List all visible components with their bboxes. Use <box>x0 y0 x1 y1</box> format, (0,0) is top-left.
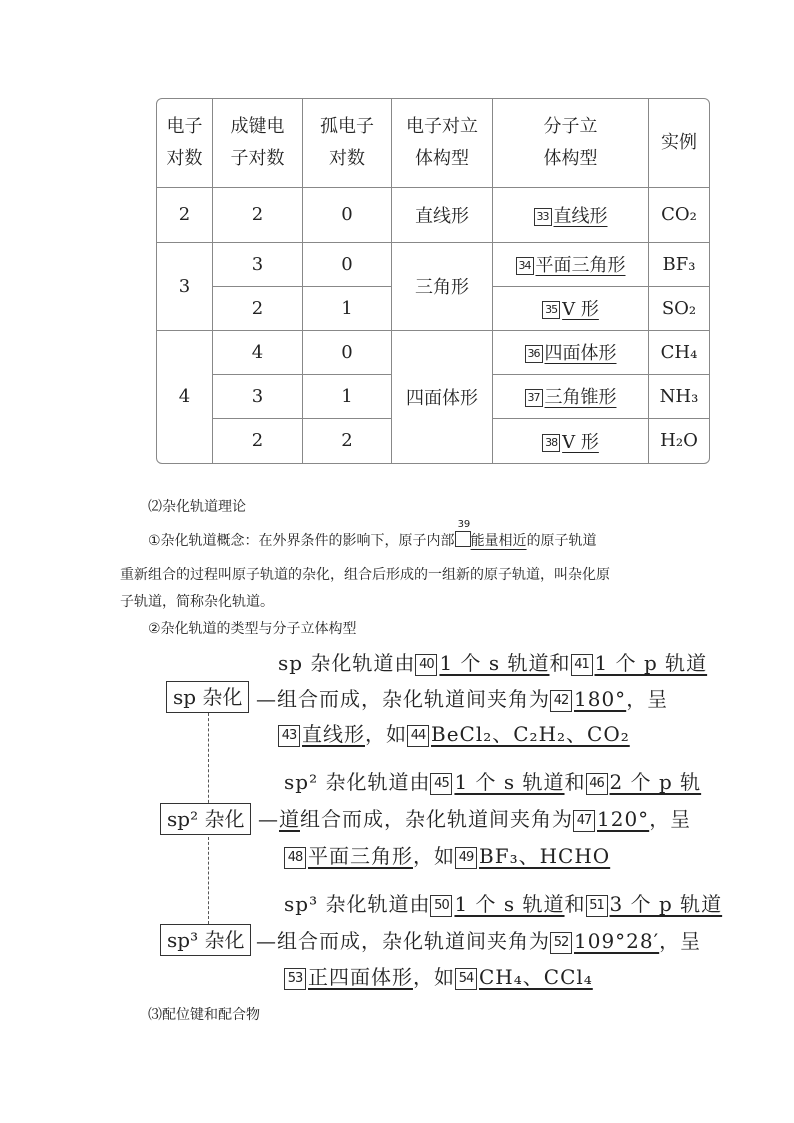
cell: 0 <box>303 330 392 374</box>
cell: 2 <box>213 286 303 330</box>
sp3-line-1: sp³ 杂化轨道由 50 1 个 s 轨道和 51 3 个 p 轨道 <box>284 892 723 916</box>
cell: 2 <box>213 418 303 463</box>
cell: 2 <box>157 187 213 242</box>
header-cell: 分子立 体构型 <box>493 99 649 187</box>
answer-39: 39 能量相近 <box>455 533 527 549</box>
cell: 4 <box>213 330 303 374</box>
cell: 3 <box>213 374 303 418</box>
sp2-line-3: 48 平面三角形，如 49 BF₃、HCHO <box>284 840 610 869</box>
text: ①杂化轨道概念：在外界条件的影响下，原子内部 <box>148 533 455 549</box>
sp-line-1: sp 杂化轨道由 40 1 个 s 轨道和 41 1 个 p 轨道 <box>278 651 708 675</box>
table-row <box>157 330 709 374</box>
section3-title: ⑶配位键和配合物 <box>148 1007 260 1023</box>
connector-line <box>208 832 209 924</box>
cell: 35 V 形 <box>493 286 649 330</box>
sp-label-box: sp 杂化 <box>166 681 249 713</box>
types-title: ②杂化轨道的类型与分子立体构型 <box>148 621 357 637</box>
sp-line-3: 43 直线形，如 44 BeCl₂、C₂H₂、CO₂ <box>278 718 630 747</box>
sp3-line-2: —组合而成，杂化轨道间夹角为 52 109°28′，呈 <box>256 929 702 953</box>
connector-line <box>208 713 209 808</box>
cell: 34 平面三角形 <box>493 242 649 286</box>
sp-line-2: —组合而成，杂化轨道间夹角为 42 180°，呈 <box>256 687 669 711</box>
sp2-line-2: —道组合而成，杂化轨道间夹角为 47 120°，呈 <box>258 807 692 831</box>
cell: 3 <box>157 242 213 330</box>
cell: 1 <box>303 374 392 418</box>
cell: CH₄ <box>649 330 710 374</box>
cell: 3 <box>213 242 303 286</box>
cell: 4 <box>157 330 213 463</box>
header-cell: 实例 <box>649 99 710 187</box>
cell: NH₃ <box>649 374 710 418</box>
sp2-label-box: sp² 杂化 <box>160 803 251 835</box>
concept-line-2: 重新组合的过程叫原子轨道的杂化，组合后形成的一组新的原子轨道，叫杂化原 <box>120 567 610 583</box>
cell: 37 三角锥形 <box>493 374 649 418</box>
table-row <box>157 242 709 286</box>
sp2-line-1: sp² 杂化轨道由 45 1 个 s 轨道和 46 2 个 p 轨 <box>284 770 702 794</box>
concept-line-1 <box>148 519 597 550</box>
cell: 三角形 <box>392 242 493 330</box>
cell: SO₂ <box>649 286 710 330</box>
cell: 2 <box>303 418 392 463</box>
header-cell: 成键电 子对数 <box>213 99 303 187</box>
table-header-row <box>157 99 709 187</box>
sp3-label-box: sp³ 杂化 <box>160 924 251 956</box>
header-cell: 孤电子 对数 <box>303 99 392 187</box>
cell: 四面体形 <box>392 330 493 463</box>
cell: 0 <box>303 242 392 286</box>
cell: 33 直线形 <box>493 187 649 242</box>
cell: 36 四面体形 <box>493 330 649 374</box>
table-row <box>157 187 709 242</box>
cell: 38 V 形 <box>493 418 649 463</box>
cell: 0 <box>303 187 392 242</box>
marker-39: 39 <box>457 519 471 530</box>
concept-line-3: 子轨道，简称杂化轨道。 <box>120 594 274 610</box>
cell: H₂O <box>649 418 710 463</box>
header-cell: 电子对立 体构型 <box>392 99 493 187</box>
cell: CO₂ <box>649 187 710 242</box>
cell: 1 <box>303 286 392 330</box>
sp3-line-3: 53 正四面体形，如 54 CH₄、CCl₄ <box>284 961 593 990</box>
cell: 2 <box>213 187 303 242</box>
section-title: ⑵杂化轨道理论 <box>148 499 246 515</box>
text: 的原子轨道 <box>526 533 597 549</box>
header-cell: 电子 对数 <box>157 99 213 187</box>
cell: 直线形 <box>392 187 493 242</box>
vsepr-table <box>156 98 710 464</box>
cell: BF₃ <box>649 242 710 286</box>
